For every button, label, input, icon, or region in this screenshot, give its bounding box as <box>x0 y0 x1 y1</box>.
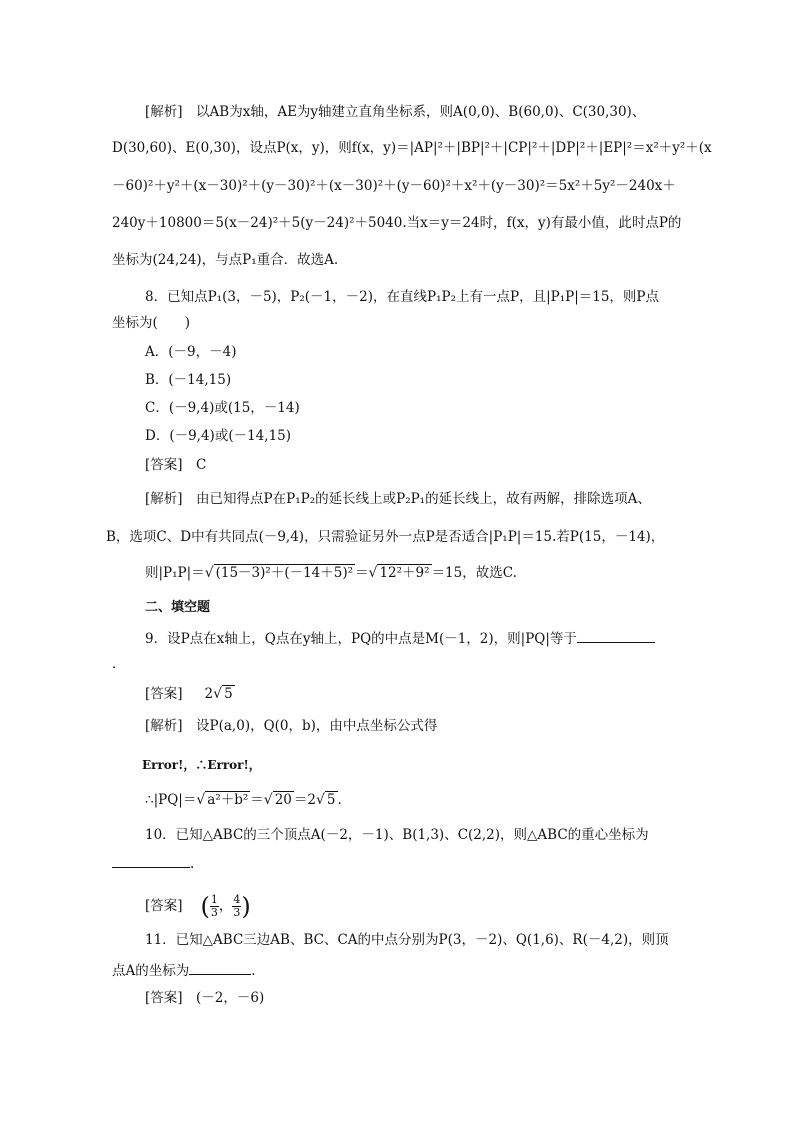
q9-radicand-2: 20 <box>274 792 292 808</box>
analysis7-line1: [解析] 以AB为x轴，AE为y轴建立直角坐标系，则A(0,0)、B(60,0)、C(30,30)、 <box>145 104 646 120</box>
q11-stem-text: 点A的坐标为 <box>112 963 190 979</box>
q9-analysis-line1: [解析] 设P(a,0)，Q(0，b)，由中点坐标公式得 <box>145 718 438 734</box>
q8-stem-line2: 坐标为( ) <box>112 315 191 331</box>
fraction-denominator: 3 <box>233 906 241 919</box>
q8-radicand-1: (15－3)²＋(－14＋5)² <box>215 565 354 581</box>
sqrt-symbol: √ <box>213 686 223 702</box>
q11-period: . <box>251 963 256 979</box>
q8-radicand-2: 12²＋9² <box>379 565 430 581</box>
q10-stem: 10．已知△ABC的三个顶点A(－2，－1)、B(1,3)、C(2,2)，则△ABC的重心坐标为 <box>145 827 649 843</box>
q9-answer <box>145 684 235 704</box>
q8-equals: ＝ <box>355 565 369 581</box>
analysis7-line4: 240y＋10800＝5(x－24)²＋5(y－24)²＋5040.当x＝y＝24时，f(x，y)有最小值，此时点P的 <box>112 215 682 231</box>
analysis7-line5: 坐标为(24,24)，与点P₁重合．故选A. <box>112 252 339 268</box>
q9-stem-text: 9．设P点在x轴上，Q点在y轴上，PQ的中点是M(－1，2)，则|PQ|等于 <box>145 631 577 647</box>
q8-analysis-line2: B，选项C、D中有共同点(－9,4)，只需验证另外一点P是否适合|P₁P|＝15.若P(15，－14)， <box>106 529 665 545</box>
q10-answer-blank <box>112 853 190 868</box>
q10-blank-line <box>112 853 194 874</box>
sqrt-symbol: √ <box>196 792 206 808</box>
q8-analysis-suffix: ＝15，故选C. <box>431 565 517 581</box>
sqrt-symbol: √ <box>368 565 378 581</box>
q9-answer-coef: 2 <box>204 686 214 702</box>
section-title: 二、填空题 <box>145 600 211 615</box>
sqrt-symbol: √ <box>204 565 214 581</box>
q9-answer-label: [答案] <box>145 686 183 702</box>
q10-comma: ， <box>218 898 233 914</box>
q9-answer-blank <box>577 628 655 643</box>
q9-analysis-line3 <box>145 790 342 810</box>
q11-answer-blank <box>189 960 251 975</box>
q10-answer <box>145 894 251 919</box>
q9-end-period: . <box>337 792 342 808</box>
q9-stem <box>145 628 655 649</box>
q9-error-line: Error!，∴Error!， <box>142 758 261 772</box>
q11-stem-line2 <box>112 960 256 981</box>
q9-analysis-prefix: ∴|PQ|＝ <box>145 792 197 808</box>
q9-answer-radicand: 5 <box>224 686 233 702</box>
left-paren: ( <box>200 892 210 921</box>
q9-radicand-1: a²＋b² <box>207 792 249 808</box>
q8-option-a: A．(－9，－4) <box>145 344 237 360</box>
q11-stem-line1: 11．已知△ABC三边AB、BC、CA的中点分别为P(3，－2)、Q(1,6)、R(－4,2)，则顶 <box>145 932 669 948</box>
sqrt-symbol: √ <box>263 792 273 808</box>
q9-result-text: ＝2 <box>293 792 316 808</box>
q9-equals: ＝ <box>250 792 264 808</box>
q10-period: . <box>190 856 195 872</box>
q8-answer: [答案] C <box>145 457 207 473</box>
q10-fraction-1 <box>210 894 219 919</box>
q10-answer-label: [答案] <box>145 898 183 914</box>
q8-option-d: D．(－9,4)或(－14,15) <box>145 428 292 444</box>
q11-answer: [答案] (－2，－6) <box>145 990 265 1006</box>
fraction-numerator: 4 <box>233 893 241 906</box>
fraction-denominator: 3 <box>210 906 218 919</box>
analysis7-line2: D(30,60)、E(0,30)，设点P(x，y)，则f(x，y)＝|AP|²＋|BP|²＋|CP|²＋|DP|²＋|EP|²＝x²＋y²＋(x <box>112 140 712 156</box>
q8-analysis-line3 <box>145 563 517 583</box>
q8-analysis-prefix: 则|P₁P|＝ <box>145 565 205 581</box>
q8-option-b: B．(－14,15) <box>145 372 232 388</box>
q8-stem-line1: 8．已知点P₁(3，－5)，P₂(－1，－2)，在直线P₁P₂上有一点P，且|P₁P|＝15，则P点 <box>145 289 660 305</box>
sqrt-symbol: √ <box>315 792 325 808</box>
q9-radicand-3: 5 <box>326 792 336 808</box>
q8-option-c: C．(－9,4)或(15，－14) <box>145 400 300 416</box>
q9-period: ． <box>112 656 126 672</box>
fraction-numerator: 1 <box>210 893 218 906</box>
q8-analysis-line1: [解析] 由已知得点P在P₁P₂的延长线上或P₂P₁的延长线上，故有两解，排除选项A、 <box>145 491 651 507</box>
analysis7-line3: －60)²＋y²＋(x－30)²＋(y－30)²＋(x－30)²＋(y－60)²＋x²＋(y－30)²＝5x²＋5y²－240x＋ <box>112 178 676 194</box>
right-paren: ) <box>241 892 251 921</box>
